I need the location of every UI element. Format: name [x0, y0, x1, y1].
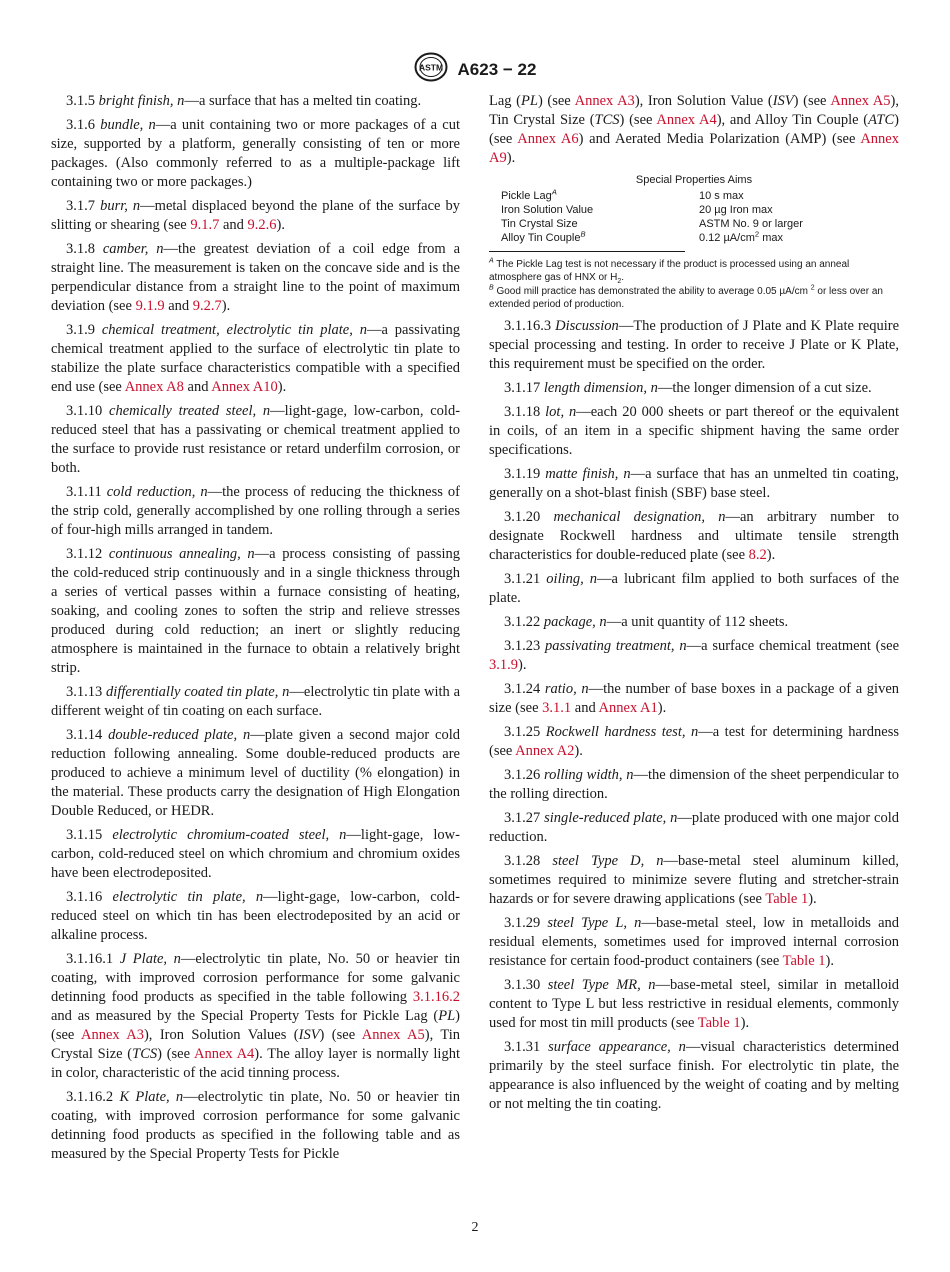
- def-discussion: 3.1.16.3 Discussion—The production of J Plate and K Plate require special processing and testing. In order to receive J Plate or K Plate, this requirement must be specified on the order.: [489, 318, 900, 372]
- special-properties-table: [501, 189, 893, 245]
- xref-link[interactable]: Annex A5: [830, 93, 891, 109]
- def-k-plate: 3.1.16.2 K Plate, n—electrolytic tin plate, No. 50 or heavier tin coating, with improved corrosion performance for some galvanic detinning food products as specified in the following table and as measured by the Special Property Tests for Pickle: [51, 1089, 460, 1162]
- xref-link[interactable]: 9.1.7: [190, 217, 220, 233]
- def-package: 3.1.22 package, n—a unit quantity of 112 sheets.: [504, 614, 789, 630]
- xref-link[interactable]: Annex A10: [211, 379, 278, 395]
- page-header: [0, 52, 950, 87]
- def-cold-reduction: 3.1.11 cold reduction, n—the process of reducing the thickness of the strip cold, generally accomplished by one rolling through a series of four-high mills arranged in tandem.: [51, 484, 460, 538]
- xref-link[interactable]: 3.1.9: [489, 657, 518, 673]
- astm-logo: [414, 52, 448, 87]
- table-row: Alloy Tin Couple$^B$ 0.12 $\mu A/cm^2$ max: [501, 229, 783, 244]
- xref-link[interactable]: Annex A4: [193, 1046, 255, 1062]
- xref-link[interactable]: Annex A4: [656, 112, 717, 128]
- xref-link[interactable]: Annex A6: [517, 131, 579, 147]
- xref-link[interactable]: Table 1: [765, 891, 809, 907]
- xref-link[interactable]: 3.1.16.2: [412, 989, 460, 1005]
- def-steel-type-d: 3.1.28 steel Type D, n—base-metal steel aluminum killed, sometimes required to minimize severe fluting and stretcher-strain hazards or for severe drawing applications (see Table 1).: [489, 853, 900, 907]
- logo-lettering: ASTM: [418, 62, 443, 73]
- xref-link[interactable]: Table 1: [782, 953, 826, 969]
- def-bright-finish: 3.1.5 bright finish, n—a surface that has a melted tin coating.: [66, 93, 422, 109]
- def-burr: 3.1.7 burr, n—metal displaced beyond the plane of the surface by slitting or shearing (see 9.1.7 and 9.2.6).: [51, 198, 460, 233]
- xref-link[interactable]: Annex A3: [80, 1027, 144, 1043]
- xref-link[interactable]: 3.1.1: [542, 700, 572, 716]
- table-row: Pickle Lag$^A$ 10 s max: [501, 187, 744, 202]
- def-steel-type-l: 3.1.29 steel Type L, n—base-metal steel, low in metalloids and residual elements, sometimes used for improved internal corrosion resistance for certain food-product containers (see Table 1).: [489, 915, 900, 969]
- def-single-reduced-plate: 3.1.27 single-reduced plate, n—plate produced with one major cold reduction.: [489, 810, 899, 845]
- xref-link[interactable]: Annex A5: [361, 1027, 425, 1043]
- xref-link[interactable]: Table 1: [697, 1015, 741, 1031]
- xref-link[interactable]: Annex A2: [515, 743, 575, 759]
- def-steel-type-mr: 3.1.30 steel Type MR, n—base-metal steel, similar in metalloid content to Type L but less restrictive in residual elements, commonly used for most tin mill products (see Table 1).: [489, 977, 899, 1031]
- def-chromium-coated: 3.1.15 electrolytic chromium-coated steel, n—light-gage, low-carbon, cold-reduced steel on which chromium and chromium oxides have been electrodeposited.: [51, 827, 460, 881]
- def-camber: 3.1.8 camber, n—the greatest deviation of a coil edge from a straight line. The measurement is taken on the concave side and is the perpendicular distance from a straight line to the point of maximum deviation (see 9.1.9 and 9.2.7).: [51, 241, 460, 314]
- def-chemically-treated-steel: 3.1.10 chemically treated steel, n—light-gage, low-carbon, cold-reduced steel that has a passivating or chemical treatment applied to the surface to provide rust resistance or retard underfilm corrosion, or both.: [51, 403, 461, 476]
- def-rolling-width: 3.1.26 rolling width, n—the dimension of the sheet perpendicular to the rolling direction.: [489, 767, 900, 802]
- def-mechanical-designation: 3.1.20 mechanical designation, n—an arbitrary number to designate Rockwell hardness and ultimate tensile strength characteristics for double-reduced plate (see 8.2).: [489, 509, 899, 563]
- right-column: [489, 92, 899, 1119]
- xref-link[interactable]: Annex A9: [489, 131, 899, 166]
- xref-link[interactable]: Annex A8: [124, 379, 184, 395]
- table-row: Iron Solution Value 20 µg Iron max: [501, 204, 773, 216]
- xref-link[interactable]: 9.2.7: [192, 298, 222, 314]
- def-matte-finish: 3.1.19 matte finish, n—a surface that has an unmelted tin coating, generally on a shot-blast finish (SBF) base steel.: [489, 466, 899, 501]
- def-surface-appearance: 3.1.31 surface appearance, n—visual characteristics determined primarily by the steel surface finish. For electrolytic tin plate, the appearance is also influenced by the weight of coating and by melting or not melting the tin coating.: [489, 1039, 899, 1112]
- def-length-dimension: 3.1.17 length dimension, n—the longer dimension of a cut size.: [504, 380, 872, 396]
- table-row: Tin Crystal Size ASTM No. 9 or larger: [501, 218, 803, 230]
- def-rockwell-hardness-test: 3.1.25 Rockwell hardness test, n—a test for determining hardness (see Annex A2).: [489, 724, 900, 759]
- table-footnote-b: $^B$ Good mill practice has demonstrated the ability to average 0.05 µA/cm $^2$ or less over an extended period of production.: [489, 284, 883, 310]
- document-designation: A623 − 22: [457, 59, 537, 79]
- def-double-reduced: 3.1.14 double-reduced plate, n—plate given a second major cold reduction following annealing. Some double-reduced products are produced to achieve a minimum level of ductility (% elongation) in the material. These products carry the designation of High Elongation Double Reduced, or HEDR.: [51, 727, 461, 819]
- def-oiling: 3.1.21 oiling, n—a lubricant film applied to both surfaces of the plate.: [489, 571, 899, 606]
- def-differentially-coated: 3.1.13 differentially coated tin plate, n—electrolytic tin plate with a different weight of tin coating on each surface.: [51, 684, 461, 719]
- xref-link[interactable]: Annex A1: [598, 700, 658, 716]
- table-footnote-divider: [489, 251, 685, 252]
- def-ratio: 3.1.24 ratio, n—the number of base boxes in a package of a given size (see 3.1.1 and Annex A1).: [489, 681, 900, 716]
- def-lot: 3.1.18 lot, n—each 20 000 sheets or part thereof or the equivalent in coils, of an item in a specific shipment having the same order specifications.: [489, 404, 900, 458]
- def-k-plate-continued: Lag (PL) (see Annex A3), Iron Solution Value (ISV) (see Annex A5), Tin Crystal Size (TCS) (see Annex A4), and Alloy Tin Couple (ATC) (see Annex A6) and Aerated Media Polarization (AMP) (see Annex A9).: [489, 93, 900, 166]
- left-column: [51, 92, 460, 1169]
- def-continuous-annealing: 3.1.12 continuous annealing, n—a process consisting of passing the cold-reduced strip continuously and in a single thickness through a series of vertical passes within a furnace consisting of heating, soaking, and cooling zones to soften the strip and relieve stresses produced during cold reduction; an inert or slightly reducing atmosphere is maintained in the furnace to obtain a relatively bright strip.: [51, 546, 461, 676]
- page-number: 2: [471, 1220, 479, 1235]
- special-properties-title: Special Properties Aims: [635, 174, 753, 186]
- def-passivating-treatment: 3.1.23 passivating treatment, n—a surface chemical treatment (see 3.1.9).: [489, 638, 900, 673]
- def-j-plate: 3.1.16.1 J Plate, n—electrolytic tin plate, No. 50 or heavier tin coating, with improved corrosion performance for some galvanic detinning food products as specified in the table following 3.1.16.2 and as measured by the Special Property Tests for Pickle Lag (PL) (see Annex A3), Iron Solution Values (ISV) (see Annex A5), Tin Crystal Size (TCS) (see Annex A4). The alloy layer is normally light in color, characteristic of the acid tinning process.: [51, 951, 460, 1081]
- xref-link[interactable]: 9.2.6: [247, 217, 277, 233]
- def-bundle: 3.1.6 bundle, n—a unit containing two or more packages of a cut size, supported by a platform, generally consisting of ten or more packages. (Also commonly referred to as a multiple-package lift containing two or more packages.): [51, 117, 461, 190]
- xref-link[interactable]: Annex A3: [574, 93, 635, 109]
- xref-link[interactable]: 8.2: [748, 547, 767, 563]
- table-footnote-a: $^A$ The Pickle Lag test is not necessary if the product is processed using an anneal atmosphere gas of HNX or $H_2$.: [489, 257, 850, 285]
- def-chemical-treatment: 3.1.9 chemical treatment, electrolytic tin plate, n—a passivating chemical treatment applied to the surface of electrolytic tin plate to stabilize the plate surface characteristics compatible with a specified end use (see Annex A8 and Annex A10).: [51, 322, 460, 395]
- def-electrolytic-tin-plate: 3.1.16 electrolytic tin plate, n—light-gage, low-carbon, cold-reduced steel on which tin has been electrodeposited by an acid or alkaline process.: [51, 889, 461, 943]
- xref-link[interactable]: 9.1.9: [135, 298, 165, 314]
